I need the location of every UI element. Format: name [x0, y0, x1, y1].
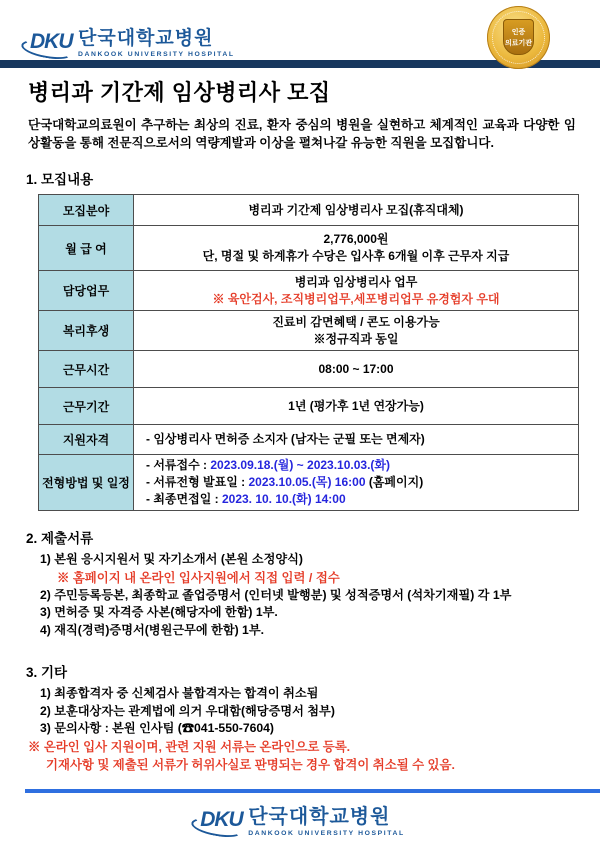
table-row — [39, 425, 579, 455]
text-segment: 단, 명절 및 하계휴가 수당은 입사후 6개월 이후 근무자 지급 — [202, 249, 510, 263]
row-content — [134, 311, 579, 351]
dku-logo-mark — [25, 28, 71, 60]
text-segment: - 임상병리사 면허증 소지자 (남자는 군필 또는 면제자) — [146, 432, 425, 446]
content-line — [144, 231, 568, 248]
misc-item: 3) 문의사항 : 본원 인사팀 (☎041-550-7604) — [40, 721, 274, 735]
logo-mark-text: DKU — [30, 30, 73, 53]
row-label: 전형방법 및 일정 — [39, 455, 134, 511]
hospital-name-kr: 단국대학교병원 — [78, 28, 214, 50]
table-row — [39, 455, 579, 511]
submission-item: 1) 본원 응시지원서 및 자기소개서 (본원 소정양식) — [40, 552, 303, 566]
footer-divider-line — [25, 789, 600, 793]
page-title: 병리과 기간제 임상병리사 모집 — [28, 80, 331, 105]
logo-names — [248, 807, 405, 837]
logo-mark-text: DKU — [200, 808, 243, 831]
hospital-name-en: DANKOOK UNIVERSITY HOSPITAL — [78, 51, 235, 59]
content-line — [144, 361, 568, 378]
content-line — [144, 274, 568, 291]
row-content — [134, 351, 579, 388]
row-content — [134, 455, 579, 511]
row-label: 모집분야 — [39, 195, 134, 226]
text-segment: 2023.10.05.(목) 16:00 — [248, 475, 366, 489]
table-row — [39, 271, 579, 311]
text-segment: 2023.09.18.(월) ~ 2023.10.03.(화) — [210, 458, 391, 472]
footer-hospital-logo — [0, 806, 600, 838]
misc-item: 2) 보훈대상자는 관계법에 의거 우대함(해당증명서 첨부) — [40, 703, 335, 718]
text-segment: (홈페이지) — [365, 475, 424, 489]
online-apply-note: ※ 홈페이지 내 온라인 입사지원에서 직접 입력 / 접수 — [57, 570, 340, 585]
section-1-heading: 1. 모집내용 — [26, 172, 94, 187]
section-2-heading: 2. 제출서류 — [26, 531, 94, 546]
text-segment: 1년 (평가후 1년 연장가능) — [288, 398, 424, 413]
text-segment: ※정규직과 동일 — [313, 331, 399, 346]
text-segment: 08:00 ~ 17:00 — [318, 361, 394, 376]
row-label: 월 급 여 — [39, 226, 134, 271]
content-line — [144, 248, 568, 265]
content-line — [146, 457, 568, 474]
submission-item: 2) 주민등록등본, 최종학교 졸업증명서 (인터넷 발행분) 및 성적증명서 (석차기재필) 각 1부 — [40, 587, 512, 602]
hospital-name-kr: 단국대학교병원 — [248, 805, 391, 828]
text-segment: - 서류전형 발표일 : — [146, 475, 249, 489]
text-segment: - 최종면접일 : — [146, 492, 222, 506]
content-line — [146, 431, 568, 448]
certification-seal-icon — [487, 6, 550, 69]
table-row — [39, 311, 579, 351]
hospital-name-en: DANKOOK UNIVERSITY HOSPITAL — [248, 829, 405, 837]
text-segment: 병리과 임상병리사 업무 — [294, 274, 418, 289]
section-3-heading: 3. 기타 — [26, 665, 68, 680]
recruitment-table — [38, 194, 579, 511]
misc-item: 1) 최종합격자 중 신체검사 불합격자는 합격이 취소됨 — [40, 686, 319, 700]
table-row — [39, 388, 579, 425]
warning-note-line1: ※ 온라인 입사 지원이며, 관련 지원 서류는 온라인으로 등록. — [28, 739, 351, 754]
submission-item: 3) 면허증 및 자격증 사본(해당자에 한함) 1부. — [40, 605, 278, 619]
row-label: 담당업무 — [39, 271, 134, 311]
section-3-items — [40, 685, 600, 738]
text-segment: 2023. 10. 10.(화) 14:00 — [221, 492, 346, 506]
dku-logo-mark — [195, 806, 241, 838]
text-segment: 진료비 감면혜택 / 콘도 이용가능 — [272, 314, 440, 329]
row-label: 근무시간 — [39, 351, 134, 388]
text-segment: 2,776,000원 — [323, 232, 389, 246]
text-segment: - 서류접수 : — [146, 458, 211, 472]
row-content — [134, 425, 579, 455]
table-row — [39, 226, 579, 271]
row-content — [134, 271, 579, 311]
row-label: 지원자격 — [39, 425, 134, 455]
content-line — [144, 331, 568, 348]
row-content — [134, 226, 579, 271]
row-label: 근무기간 — [39, 388, 134, 425]
table-row — [39, 351, 579, 388]
hospital-logo — [25, 28, 235, 60]
seal-text-line2: 의료기관 — [504, 39, 533, 47]
content-line — [146, 491, 568, 508]
row-content — [134, 388, 579, 425]
seal-shield — [503, 19, 534, 55]
submission-item: 4) 재직(경력)증명서(병원근무에 한함) 1부. — [40, 622, 264, 637]
row-label: 복리후생 — [39, 311, 134, 351]
text-segment: ※ 육안검사, 조직병리업무,세포병리업무 유경험자 우대 — [212, 291, 500, 306]
content-line — [144, 291, 568, 308]
content-line — [144, 398, 568, 415]
section-2-items — [40, 551, 600, 639]
logo-names — [78, 29, 235, 58]
text-segment: 병리과 기간제 임상병리사 모집(휴직대체) — [248, 202, 464, 217]
seal-text-line1: 인증 — [511, 28, 526, 36]
row-content — [134, 195, 579, 226]
table-row — [39, 195, 579, 226]
content-line — [144, 202, 568, 219]
footer — [0, 789, 600, 838]
intro-paragraph: 단국대학교의료원이 추구하는 최상의 진료, 환자 중심의 병원을 실현하고 체계적인 교육과 다양한 임상활동을 통해 전문직으로서의 역량계발과 이상을 펼쳐나갈 유능한 직원을 모집합니다. — [28, 118, 576, 150]
content-line — [144, 314, 568, 331]
content-line — [146, 474, 568, 491]
warning-note-line2: 기재사항 및 제출된 서류가 허위사실로 판명되는 경우 합격이 취소될 수 있음. — [46, 757, 455, 772]
header — [0, 0, 600, 68]
